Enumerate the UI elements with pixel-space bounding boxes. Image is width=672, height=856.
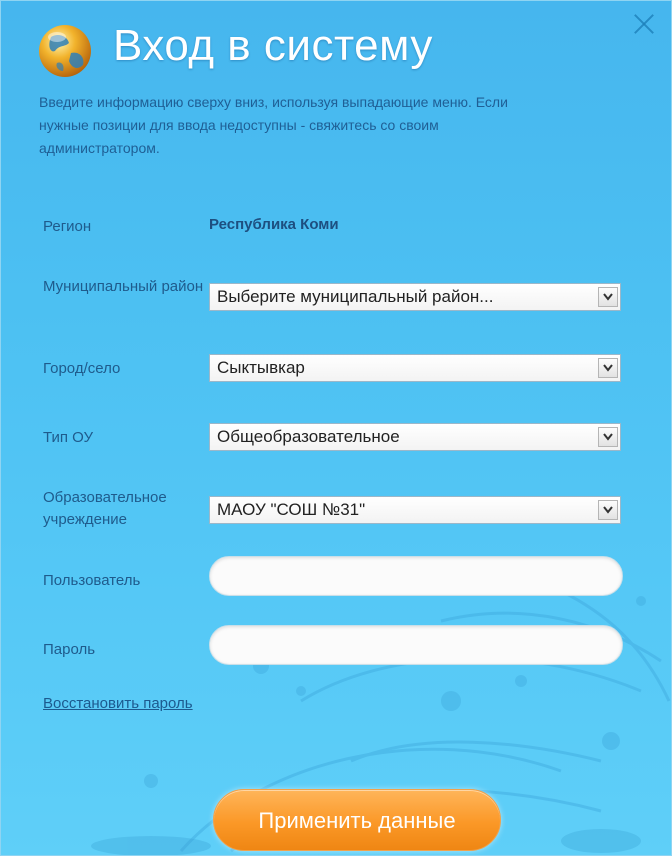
username-input[interactable] xyxy=(209,556,623,596)
municipality-label: Муниципальный район xyxy=(43,278,204,295)
chevron-down-icon[interactable] xyxy=(598,358,618,378)
page-title: Вход в систему xyxy=(113,21,433,70)
chevron-down-icon[interactable] xyxy=(598,427,618,447)
chevron-down-icon[interactable] xyxy=(598,287,618,307)
city-label: Город/село xyxy=(43,360,121,377)
intro-text: Введите информацию сверху вниз, используя выпадающие меню. Если нужные позиции для ввода недоступны - свяжитесь со своим администратором. xyxy=(39,94,508,156)
password-input[interactable] xyxy=(209,625,623,665)
city-select[interactable] xyxy=(209,354,621,382)
ou-type-select-value: Общеобразовательное xyxy=(217,427,400,446)
close-icon[interactable] xyxy=(631,11,657,37)
municipality-select[interactable] xyxy=(209,283,621,311)
ou-type-select[interactable] xyxy=(209,423,621,451)
region-label: Регион xyxy=(43,218,92,235)
institution-label: Образовательное учреждение xyxy=(43,489,167,528)
ou-type-label: Тип ОУ xyxy=(43,429,94,446)
institution-select-value: МАОУ "СОШ №31" xyxy=(217,500,366,519)
password-label: Пароль xyxy=(43,641,96,658)
recover-password-link[interactable]: Восстановить пароль xyxy=(43,695,193,712)
region-value: Республика Коми xyxy=(209,216,339,233)
municipality-select-value: Выберите муниципальный район... xyxy=(217,287,494,306)
submit-button[interactable]: Применить данные xyxy=(213,789,501,851)
globe-icon xyxy=(37,23,93,79)
chevron-down-icon[interactable] xyxy=(598,500,618,520)
city-select-value: Сыктывкар xyxy=(217,358,305,377)
institution-select[interactable] xyxy=(209,496,621,524)
user-label: Пользователь xyxy=(43,572,141,589)
